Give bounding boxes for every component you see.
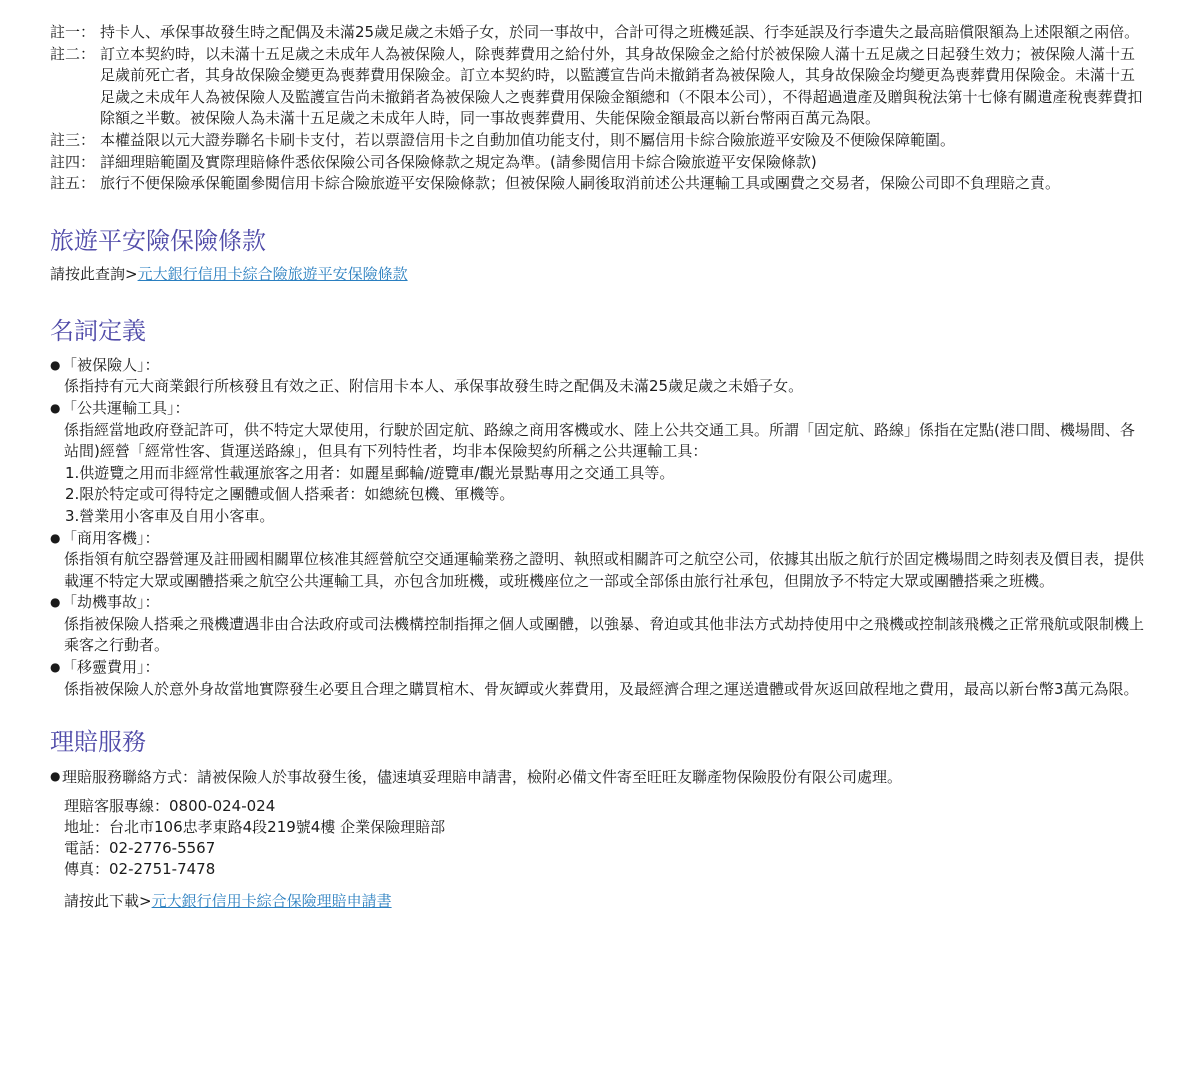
- definition-term: 「移靈費用」：: [62, 658, 160, 677]
- note-text: 訂立本契約時，以未滿十五足歲之未成年人為被保險人，除喪葬費用之給付外，其身故保險金之給付於被保險人滿十五足歲之日起發生效力；被保險人滿十五足歲前死亡者，其身故保險金變更為喪葬費用保險金。訂立本契約時，以監護宣告尚未撤銷者為被保險人，其身故保險金均變更為喪葬費用保險金。未滿十五足歲之未成年人為被保險人及監護宣告尚未撤銷者為被保險人之喪葬費用保險金額總和（不限本公司），不得超過遺產及贈與稅法第十七條有關遺產稅喪葬費扣除額之半數。被保險人為未滿十五足歲之未成年人時，同一事故喪葬費用、失能保險金額最高以新台幣兩百萬元為限。: [100, 44, 1143, 128]
- travel-insurance-title: 旅遊平安險保險條款: [50, 226, 266, 255]
- note-text: 詳細理賠範圍及實際理賠條件悉依保險公司各保險條款之規定為準。(請參閱信用卡綜合險旅遊平安保險條款): [100, 152, 817, 171]
- note-5: [50, 173, 1148, 195]
- claims-fax: 傳真：02-2751-7478: [64, 860, 216, 879]
- note-1: [50, 22, 1148, 44]
- note-4: [50, 152, 1148, 174]
- bullet-icon: ●: [50, 357, 61, 372]
- bullet-icon: ●: [50, 769, 61, 784]
- note-text: 旅行不便保險承保範圍參閱信用卡綜合險旅遊平安保險條款；但被保險人嗣後取消前述公共運輸工具或團費之交易者，保險公司即不負理賠之責。: [100, 174, 1061, 193]
- definition-hijacking: [50, 592, 1148, 657]
- definition-term: 「商用客機」：: [62, 528, 160, 547]
- claims-form-link[interactable]: 元大銀行信用卡綜合保險理賠申請書: [151, 892, 392, 911]
- note-tag: 註三：: [50, 130, 96, 149]
- claims-contact: [50, 796, 1148, 880]
- definition-text: 係指被保險人於意外身故當地實際發生必要且合理之購買棺木、骨灰罈或火葬費用，及最經濟合理之運送遺體或骨灰返回啟程地之費用，最高以新台幣3萬元為限。: [64, 679, 1139, 698]
- definition-term: 「劫機事故」：: [62, 593, 160, 612]
- bullet-icon: ●: [50, 400, 61, 415]
- notes-list: [50, 22, 1148, 195]
- claims-section: [50, 766, 1148, 912]
- claims-phone: 電話：02-2776-5567: [64, 839, 216, 858]
- definition-repatriation: [50, 657, 1148, 700]
- definition-insured: [50, 355, 1148, 398]
- claims-intro-row: [50, 766, 1148, 788]
- travel-lookup-prefix: 請按此查詢>: [50, 264, 138, 283]
- claims-intro: 理賠服務聯絡方式：請被保險人於事故發生後，儘速填妥理賠申請書，檢附必備文件寄至旺旺友聯產物保險股份有限公司處理。: [62, 768, 903, 787]
- definition-text: 係指持有元大商業銀行所核發且有效之正、附信用卡本人、承保事故發生時之配偶及未滿25歲足歲之未婚子女。: [64, 377, 804, 396]
- definition-text: 係指領有航空器營運及註冊國相關單位核准其經營航空交通運輸業務之證明、執照或相關許可之航空公司，依據其出版之航行於固定機場間之時刻表及價目表，提供載運不特定大眾或團體搭乘之航空公共運輸工具，亦包含加班機，或班機座位之一部或全部係由旅行社承包，但開放予不特定大眾或團體搭乘之班機。: [64, 550, 1145, 590]
- definition-subitem: 3.營業用小客車及自用小客車。: [65, 506, 275, 525]
- definition-term: 「被保險人」：: [62, 355, 160, 374]
- definition-subitem: 1.供遊覽之用而非經常性載運旅客之用者：如麗星郵輪/遊覽車/觀光景點專用之交通工具等。: [65, 463, 675, 482]
- definition-text: 係指經當地政府登記許可，供不特定大眾使用，行駛於固定航、路線之商用客機或水、陸上公共交通工具。所謂「固定航、路線」係指在定點(港口間、機場間、各站間)經營「經常性客、貨運送路線」，但具有下列特性者，均非本保險契約所稱之公共運輸工具：: [64, 420, 1135, 461]
- note-text: 本權益限以元大證券聯名卡刷卡支付，若以票證信用卡之自動加值功能支付，則不屬信用卡綜合險旅遊平安險及不便險保障範圍。: [100, 130, 956, 149]
- bullet-icon: ●: [50, 660, 61, 675]
- definition-subitem: 2.限於特定或可得特定之團體或個人搭乘者：如總統包機、軍機等。: [65, 485, 515, 504]
- claims-title: 理賠服務: [50, 728, 146, 757]
- travel-terms-link[interactable]: 元大銀行信用卡綜合險旅遊平安保險條款: [137, 264, 408, 283]
- definitions-title: 名詞定義: [50, 316, 146, 345]
- bullet-icon: ●: [50, 595, 61, 610]
- definition-public-transport: [50, 398, 1148, 528]
- claims-hotline: 理賠客服專線：0800-024-024: [64, 797, 276, 816]
- note-text: 持卡人、承保事故發生時之配偶及未滿25歲足歲之未婚子女，於同一事故中，合計可得之班機延誤、行李延誤及行李遺失之最高賠償限額為上述限額之兩倍。: [100, 23, 1140, 41]
- note-tag: 註一：: [50, 23, 96, 41]
- note-tag: 註二：: [50, 44, 96, 63]
- note-tag: 註四：: [50, 152, 96, 171]
- travel-lookup-row: [50, 263, 1148, 285]
- definitions-list: [50, 355, 1148, 701]
- claims-address: 地址：台北市106忠孝東路4段219號4樓 企業保險理賠部: [64, 818, 446, 837]
- bullet-icon: ●: [50, 530, 61, 545]
- note-2: [50, 44, 1148, 130]
- definition-term: 「公共運輸工具」：: [62, 398, 190, 417]
- page-content: [50, 22, 1148, 912]
- claims-download-prefix: 請按此下載>: [64, 892, 152, 911]
- definition-commercial-aircraft: [50, 528, 1148, 593]
- note-tag: 註五：: [50, 174, 96, 193]
- note-3: [50, 130, 1148, 152]
- claims-download-row: [50, 890, 1148, 912]
- definition-text: 係指被保險人搭乘之飛機遭遇非由合法政府或司法機構控制指揮之個人或團體，以強暴、脅迫或其他非法方式劫持使用中之飛機或控制該飛機之正常飛航或限制機上乘客之行動者。: [64, 614, 1145, 655]
